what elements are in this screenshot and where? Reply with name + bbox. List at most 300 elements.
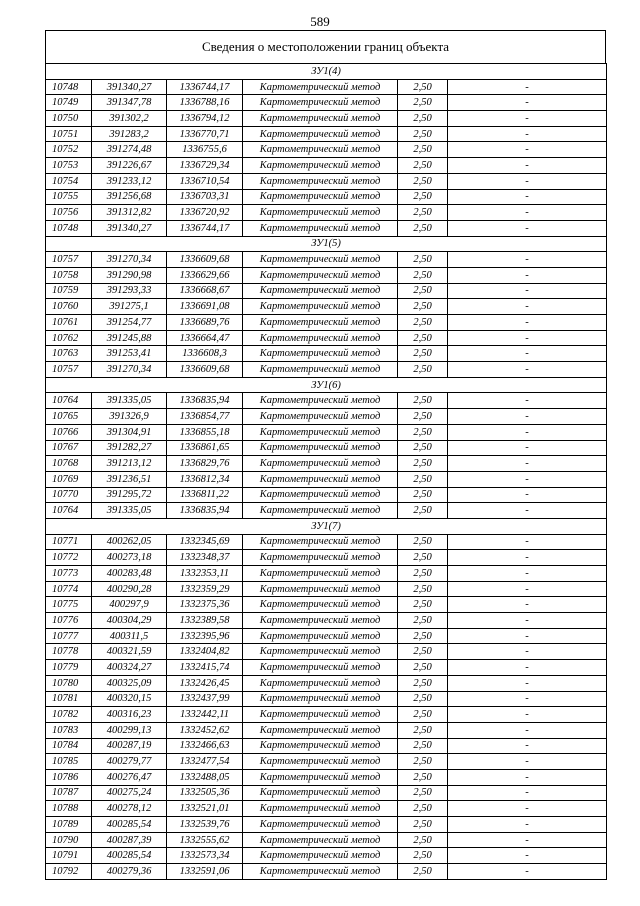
method-cell: Картометрический метод [243,393,398,409]
coord-y-cell: 1336691,08 [167,299,243,315]
table-row [46,205,607,221]
point-id-cell: 10749 [46,95,92,111]
method-cell: Картометрический метод [243,173,398,189]
coordinates-table [45,63,607,880]
coord-y-cell: 1332555,62 [167,832,243,848]
table-row [46,111,607,127]
table-row [46,691,607,707]
coord-x-cell: 391274,48 [92,142,167,158]
point-id-cell: 10786 [46,769,92,785]
coord-x-cell: 400299,13 [92,722,167,738]
description-cell: - [448,173,607,189]
point-id-cell: 10779 [46,660,92,676]
point-id-cell: 10765 [46,409,92,425]
accuracy-cell: 2,50 [398,393,448,409]
point-id-cell: 10763 [46,346,92,362]
description-cell: - [448,409,607,425]
accuracy-cell: 2,50 [398,409,448,425]
table-row [46,79,607,95]
table-row [46,252,607,268]
method-cell: Картометрический метод [243,142,398,158]
description-cell: - [448,440,607,456]
method-cell: Картометрический метод [243,817,398,833]
method-cell: Картометрический метод [243,424,398,440]
coord-y-cell: 1336861,65 [167,440,243,456]
accuracy-cell: 2,50 [398,613,448,629]
description-cell: - [448,126,607,142]
point-id-cell: 10790 [46,832,92,848]
table-row [46,848,607,864]
coord-x-cell: 391347,78 [92,95,167,111]
description-cell: - [448,660,607,676]
description-cell: - [448,581,607,597]
point-id-cell: 10754 [46,173,92,189]
description-cell: - [448,142,607,158]
table-row [46,299,607,315]
table-row [46,801,607,817]
description-cell: - [448,205,607,221]
coord-x-cell: 391275,1 [92,299,167,315]
point-id-cell: 10767 [46,440,92,456]
coord-x-cell: 391226,67 [92,158,167,174]
coord-x-cell: 391295,72 [92,487,167,503]
accuracy-cell: 2,50 [398,220,448,236]
description-cell: - [448,315,607,331]
method-cell: Картометрический метод [243,346,398,362]
description-cell: - [448,456,607,472]
coord-x-cell: 400287,19 [92,738,167,754]
point-id-cell: 10778 [46,644,92,660]
method-cell: Картометрический метод [243,362,398,378]
coord-x-cell: 391253,41 [92,346,167,362]
table-row [46,534,607,550]
table-row [46,142,607,158]
point-id-cell: 10751 [46,126,92,142]
description-cell: - [448,534,607,550]
method-cell: Картометрический метод [243,503,398,519]
coord-x-cell: 400304,29 [92,613,167,629]
point-id-cell: 10748 [46,220,92,236]
section-header-row [46,236,607,252]
accuracy-cell: 2,50 [398,173,448,189]
accuracy-cell: 2,50 [398,362,448,378]
coord-y-cell: 1336729,34 [167,158,243,174]
coord-y-cell: 1336609,68 [167,252,243,268]
coord-y-cell: 1336744,17 [167,220,243,236]
accuracy-cell: 2,50 [398,267,448,283]
accuracy-cell: 2,50 [398,597,448,613]
description-cell: - [448,299,607,315]
coord-x-cell: 400287,39 [92,832,167,848]
description-cell: - [448,330,607,346]
point-id-cell: 10787 [46,785,92,801]
coord-x-cell: 400290,28 [92,581,167,597]
table-row [46,95,607,111]
method-cell: Картометрический метод [243,205,398,221]
method-cell: Картометрический метод [243,252,398,268]
method-cell: Картометрический метод [243,158,398,174]
coord-x-cell: 391270,34 [92,362,167,378]
accuracy-cell: 2,50 [398,95,448,111]
accuracy-cell: 2,50 [398,738,448,754]
table-row [46,817,607,833]
point-id-cell: 10759 [46,283,92,299]
description-cell: - [448,832,607,848]
coord-y-cell: 1332488,05 [167,769,243,785]
table-row [46,126,607,142]
point-id-cell: 10762 [46,330,92,346]
coord-y-cell: 1336855,18 [167,424,243,440]
table-row [46,456,607,472]
coord-y-cell: 1332415,74 [167,660,243,676]
point-id-cell: 10791 [46,848,92,864]
point-id-cell: 10750 [46,111,92,127]
method-cell: Картометрический метод [243,707,398,723]
accuracy-cell: 2,50 [398,111,448,127]
coord-y-cell: 1332404,82 [167,644,243,660]
accuracy-cell: 2,50 [398,440,448,456]
description-cell: - [448,754,607,770]
method-cell: Картометрический метод [243,111,398,127]
coord-x-cell: 391335,05 [92,503,167,519]
section-header-row [46,518,607,534]
coord-y-cell: 1336710,54 [167,173,243,189]
accuracy-cell: 2,50 [398,534,448,550]
point-id-cell: 10771 [46,534,92,550]
coord-x-cell: 391302,2 [92,111,167,127]
coord-y-cell: 1332359,29 [167,581,243,597]
coord-y-cell: 1332389,58 [167,613,243,629]
accuracy-cell: 2,50 [398,299,448,315]
coord-y-cell: 1336835,94 [167,393,243,409]
method-cell: Картометрический метод [243,628,398,644]
coord-x-cell: 391282,27 [92,440,167,456]
coord-y-cell: 1332521,01 [167,801,243,817]
method-cell: Картометрический метод [243,267,398,283]
description-cell: - [448,707,607,723]
accuracy-cell: 2,50 [398,471,448,487]
description-cell: - [448,111,607,127]
method-cell: Картометрический метод [243,848,398,864]
description-cell: - [448,675,607,691]
accuracy-cell: 2,50 [398,628,448,644]
table-row [46,722,607,738]
coord-y-cell: 1336829,76 [167,456,243,472]
accuracy-cell: 2,50 [398,126,448,142]
accuracy-cell: 2,50 [398,691,448,707]
method-cell: Картометрический метод [243,675,398,691]
table-row [46,503,607,519]
method-cell: Картометрический метод [243,126,398,142]
coord-y-cell: 1336794,12 [167,111,243,127]
method-cell: Картометрический метод [243,299,398,315]
point-id-cell: 10761 [46,315,92,331]
description-cell: - [448,722,607,738]
table-row [46,173,607,189]
point-id-cell: 10792 [46,864,92,880]
coord-y-cell: 1336668,67 [167,283,243,299]
method-cell: Картометрический метод [243,660,398,676]
table-row [46,707,607,723]
coord-y-cell: 1336812,34 [167,471,243,487]
table-body [46,64,607,880]
table-row [46,597,607,613]
point-id-cell: 10760 [46,299,92,315]
point-id-cell: 10780 [46,675,92,691]
point-id-cell: 10774 [46,581,92,597]
point-id-cell: 10764 [46,503,92,519]
accuracy-cell: 2,50 [398,707,448,723]
accuracy-cell: 2,50 [398,456,448,472]
point-id-cell: 10757 [46,362,92,378]
table-row [46,487,607,503]
accuracy-cell: 2,50 [398,550,448,566]
coord-x-cell: 391245,88 [92,330,167,346]
coord-x-cell: 400262,05 [92,534,167,550]
method-cell: Картометрический метод [243,283,398,299]
description-cell: - [448,785,607,801]
coord-x-cell: 391236,51 [92,471,167,487]
coord-y-cell: 1336720,92 [167,205,243,221]
method-cell: Картометрический метод [243,330,398,346]
point-id-cell: 10781 [46,691,92,707]
coord-y-cell: 1336755,6 [167,142,243,158]
coord-y-cell: 1332539,76 [167,817,243,833]
table-row [46,832,607,848]
description-cell: - [448,346,607,362]
coord-y-cell: 1332375,36 [167,597,243,613]
method-cell: Картометрический метод [243,534,398,550]
table-row [46,864,607,880]
coord-x-cell: 400283,48 [92,566,167,582]
coord-y-cell: 1336703,31 [167,189,243,205]
coord-y-cell: 1332505,36 [167,785,243,801]
coord-y-cell: 1332426,45 [167,675,243,691]
method-cell: Картометрический метод [243,864,398,880]
coord-y-cell: 1336608,3 [167,346,243,362]
coord-y-cell: 1336835,94 [167,503,243,519]
table-row [46,769,607,785]
coord-x-cell: 391340,27 [92,79,167,95]
coord-x-cell: 400325,09 [92,675,167,691]
accuracy-cell: 2,50 [398,769,448,785]
description-cell: - [448,566,607,582]
point-id-cell: 10776 [46,613,92,629]
point-id-cell: 10783 [46,722,92,738]
accuracy-cell: 2,50 [398,283,448,299]
coord-y-cell: 1332345,69 [167,534,243,550]
description-cell: - [448,644,607,660]
coord-x-cell: 391254,77 [92,315,167,331]
accuracy-cell: 2,50 [398,864,448,880]
point-id-cell: 10782 [46,707,92,723]
accuracy-cell: 2,50 [398,424,448,440]
description-cell: - [448,628,607,644]
method-cell: Картометрический метод [243,79,398,95]
method-cell: Картометрический метод [243,691,398,707]
accuracy-cell: 2,50 [398,252,448,268]
description-cell: - [448,283,607,299]
point-id-cell: 10752 [46,142,92,158]
coord-x-cell: 400275,24 [92,785,167,801]
table-row [46,362,607,378]
table-title: Сведения о местоположении границ объекта [45,30,606,64]
method-cell: Картометрический метод [243,315,398,331]
coord-x-cell: 400278,12 [92,801,167,817]
method-cell: Картометрический метод [243,220,398,236]
point-id-cell: 10785 [46,754,92,770]
coord-y-cell: 1336609,68 [167,362,243,378]
coord-x-cell: 391290,98 [92,267,167,283]
table-row [46,738,607,754]
description-cell: - [448,393,607,409]
accuracy-cell: 2,50 [398,581,448,597]
point-id-cell: 10753 [46,158,92,174]
description-cell: - [448,613,607,629]
coord-y-cell: 1332348,37 [167,550,243,566]
method-cell: Картометрический метод [243,566,398,582]
point-id-cell: 10770 [46,487,92,503]
table-row [46,785,607,801]
coord-x-cell: 391213,12 [92,456,167,472]
table-row [46,471,607,487]
accuracy-cell: 2,50 [398,566,448,582]
coord-x-cell: 400311,5 [92,628,167,644]
table-row [46,267,607,283]
coord-y-cell: 1332442,11 [167,707,243,723]
description-cell: - [448,95,607,111]
accuracy-cell: 2,50 [398,801,448,817]
accuracy-cell: 2,50 [398,660,448,676]
accuracy-cell: 2,50 [398,503,448,519]
point-id-cell: 10756 [46,205,92,221]
table-row [46,440,607,456]
method-cell: Картометрический метод [243,487,398,503]
method-cell: Картометрический метод [243,801,398,817]
coord-y-cell: 1336629,66 [167,267,243,283]
coord-x-cell: 400279,77 [92,754,167,770]
method-cell: Картометрический метод [243,456,398,472]
description-cell: - [448,848,607,864]
method-cell: Картометрический метод [243,738,398,754]
coord-x-cell: 400273,18 [92,550,167,566]
coord-x-cell: 400324,27 [92,660,167,676]
table-row [46,330,607,346]
method-cell: Картометрический метод [243,754,398,770]
method-cell: Картометрический метод [243,440,398,456]
description-cell: - [448,864,607,880]
accuracy-cell: 2,50 [398,832,448,848]
coord-y-cell: 1336770,71 [167,126,243,142]
coord-y-cell: 1336788,16 [167,95,243,111]
coord-y-cell: 1336744,17 [167,79,243,95]
table-row [46,393,607,409]
coord-y-cell: 1332477,54 [167,754,243,770]
table-row [46,220,607,236]
table-row [46,644,607,660]
description-cell: - [448,471,607,487]
section-name: ЗУ1(4) [46,64,607,80]
coord-y-cell: 1336664,47 [167,330,243,346]
point-id-cell: 10755 [46,189,92,205]
coord-x-cell: 391304,91 [92,424,167,440]
method-cell: Картометрический метод [243,95,398,111]
table-row [46,346,607,362]
point-id-cell: 10777 [46,628,92,644]
section-name: ЗУ1(7) [46,518,607,534]
accuracy-cell: 2,50 [398,189,448,205]
accuracy-cell: 2,50 [398,158,448,174]
coord-y-cell: 1332591,06 [167,864,243,880]
point-id-cell: 10773 [46,566,92,582]
table-row [46,613,607,629]
accuracy-cell: 2,50 [398,675,448,691]
table-row [46,675,607,691]
coord-x-cell: 391270,34 [92,252,167,268]
description-cell: - [448,424,607,440]
method-cell: Картометрический метод [243,471,398,487]
accuracy-cell: 2,50 [398,330,448,346]
accuracy-cell: 2,50 [398,785,448,801]
table-row [46,754,607,770]
description-cell: - [448,550,607,566]
accuracy-cell: 2,50 [398,142,448,158]
point-id-cell: 10758 [46,267,92,283]
method-cell: Картометрический метод [243,785,398,801]
table-row [46,189,607,205]
boundary-table-sheet [45,30,606,880]
table-row [46,158,607,174]
coord-x-cell: 391256,68 [92,189,167,205]
coord-x-cell: 400276,47 [92,769,167,785]
description-cell: - [448,487,607,503]
method-cell: Картометрический метод [243,597,398,613]
description-cell: - [448,691,607,707]
table-row [46,283,607,299]
point-id-cell: 10788 [46,801,92,817]
section-name: ЗУ1(6) [46,377,607,393]
method-cell: Картометрический метод [243,581,398,597]
coord-x-cell: 400285,54 [92,848,167,864]
point-id-cell: 10784 [46,738,92,754]
coord-x-cell: 400316,23 [92,707,167,723]
point-id-cell: 10769 [46,471,92,487]
point-id-cell: 10757 [46,252,92,268]
method-cell: Картометрический метод [243,769,398,785]
description-cell: - [448,503,607,519]
table-row [46,424,607,440]
accuracy-cell: 2,50 [398,754,448,770]
description-cell: - [448,189,607,205]
method-cell: Картометрический метод [243,189,398,205]
coord-y-cell: 1332437,99 [167,691,243,707]
accuracy-cell: 2,50 [398,205,448,221]
coord-y-cell: 1332395,96 [167,628,243,644]
point-id-cell: 10772 [46,550,92,566]
accuracy-cell: 2,50 [398,817,448,833]
description-cell: - [448,220,607,236]
accuracy-cell: 2,50 [398,722,448,738]
method-cell: Картометрический метод [243,613,398,629]
coord-y-cell: 1332353,11 [167,566,243,582]
point-id-cell: 10775 [46,597,92,613]
method-cell: Картометрический метод [243,550,398,566]
coord-y-cell: 1332452,62 [167,722,243,738]
table-row [46,315,607,331]
coord-x-cell: 400285,54 [92,817,167,833]
point-id-cell: 10789 [46,817,92,833]
coord-y-cell: 1332573,34 [167,848,243,864]
